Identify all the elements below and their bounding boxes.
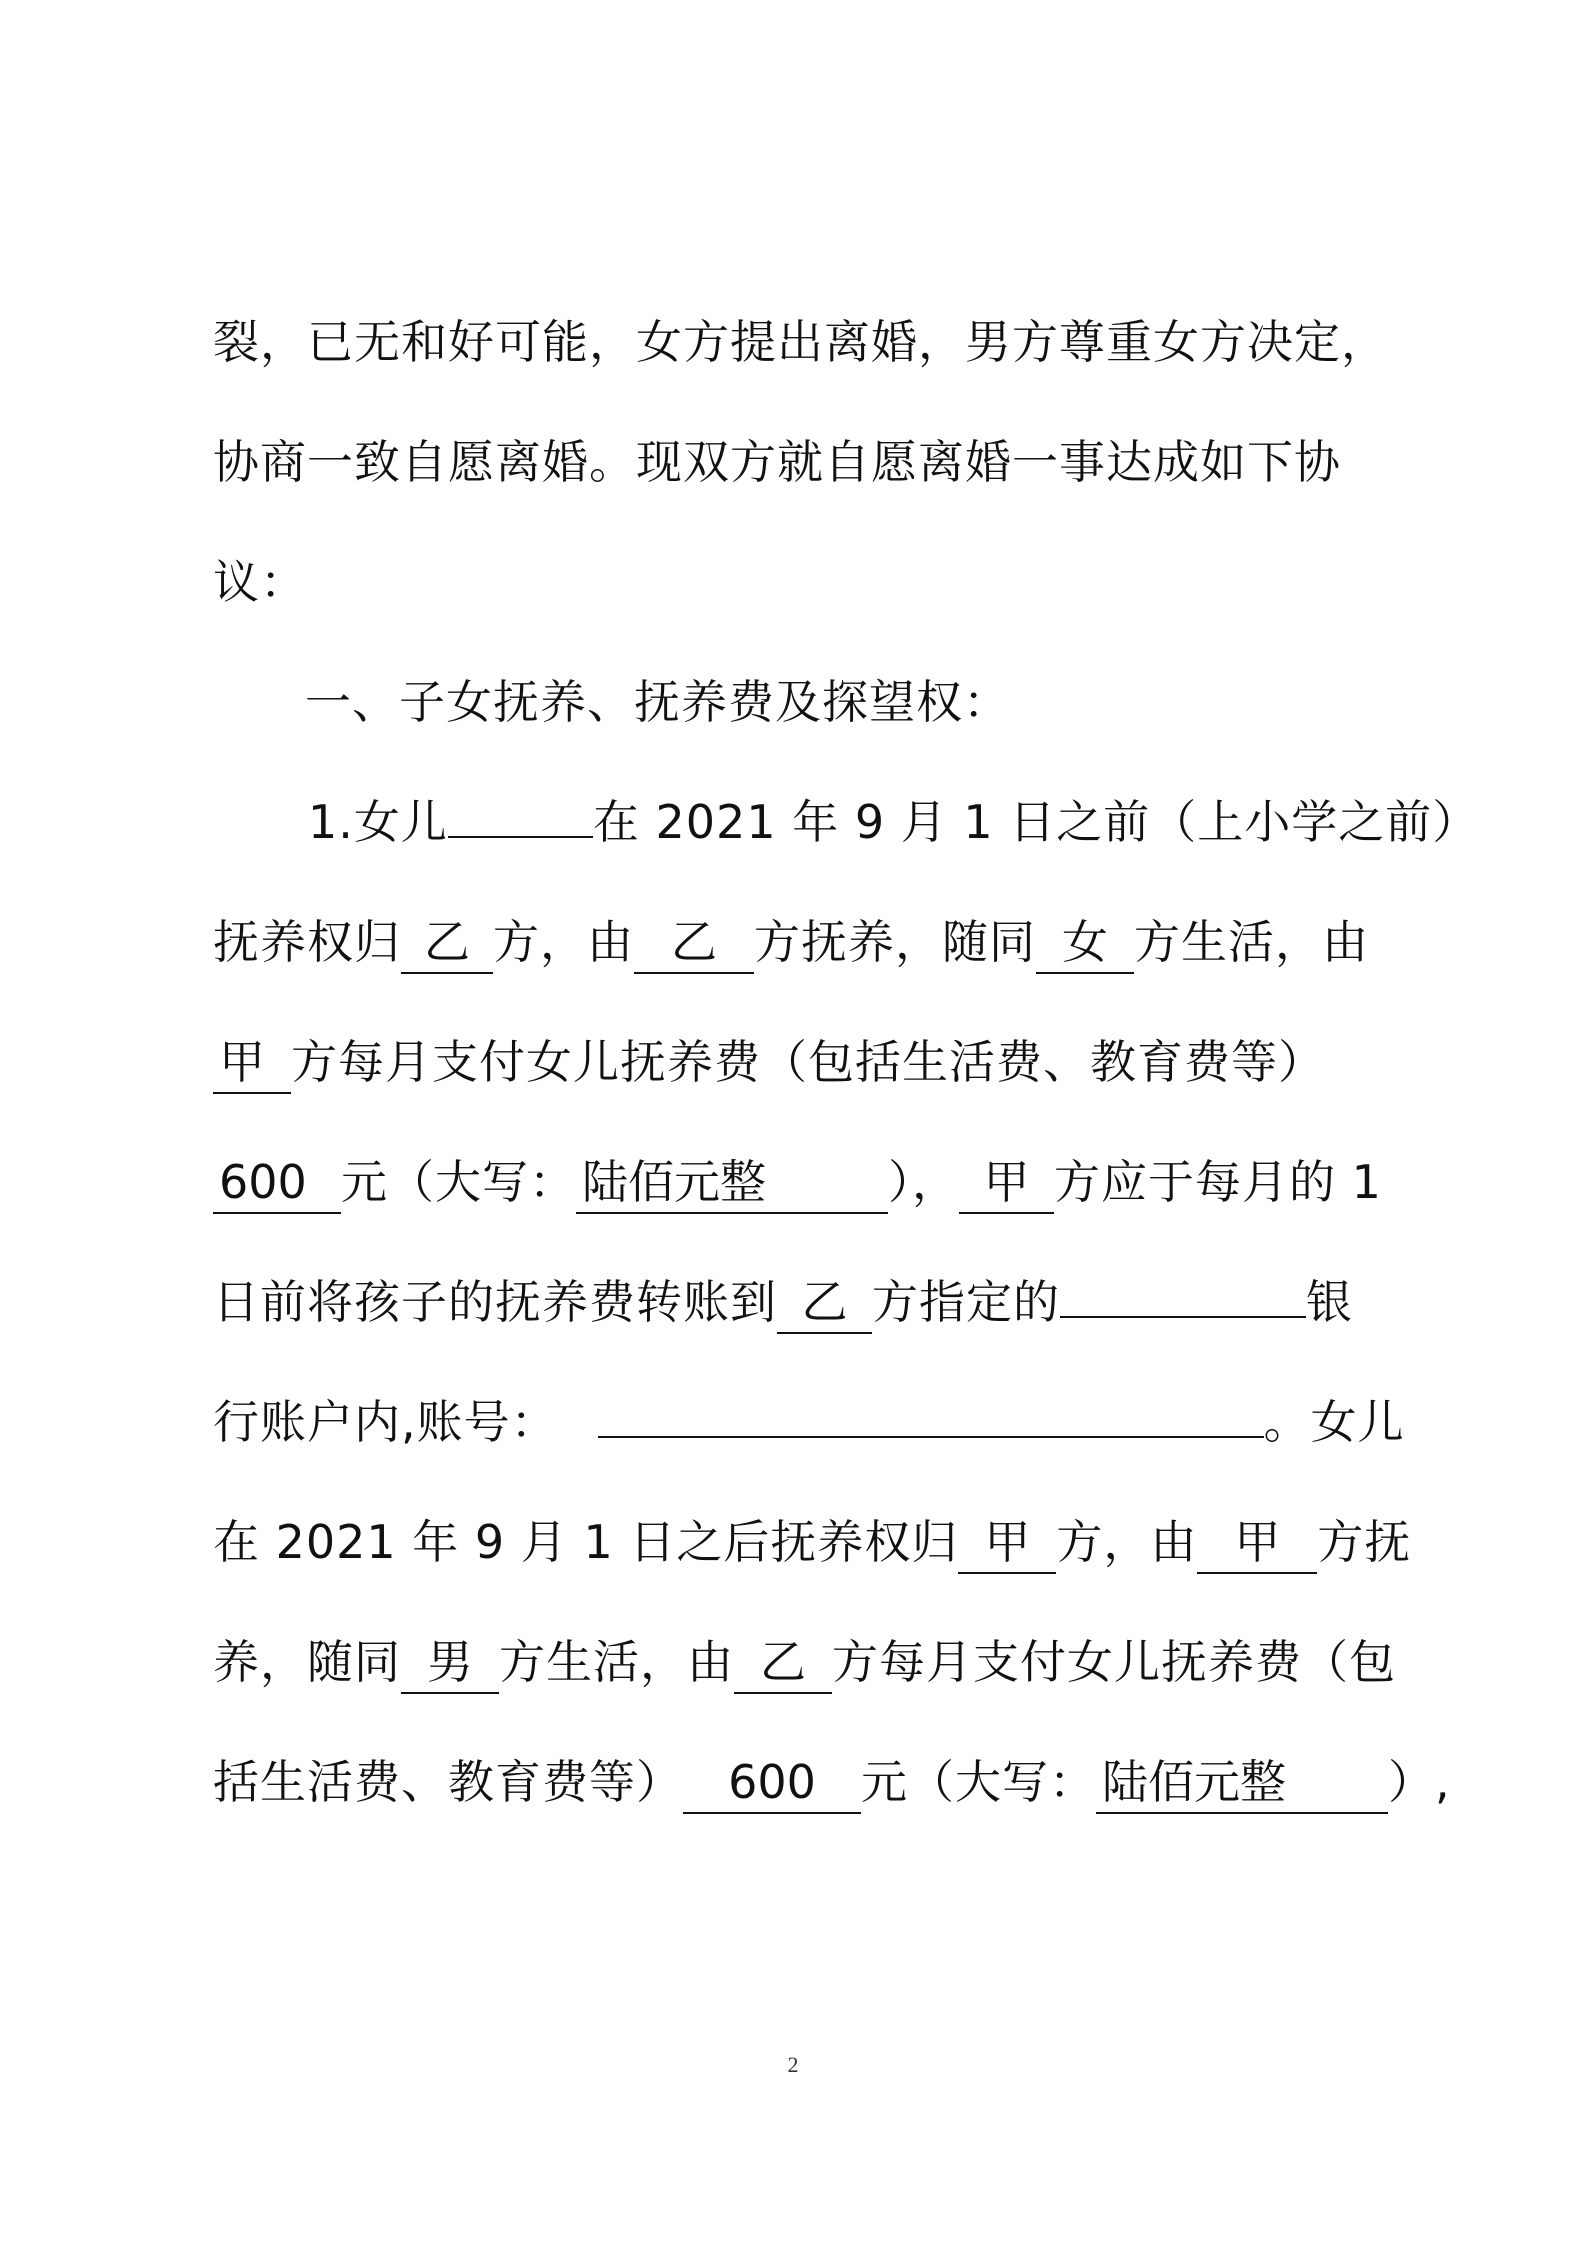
fill-blank-living-with-after[interactable]: 男 — [401, 1632, 499, 1694]
text: 方抚养，随同 — [754, 915, 1036, 969]
intro-line-3: 议： — [213, 555, 307, 609]
para-line-3 — [213, 1022, 1393, 1102]
fill-blank-custody-party-after[interactable]: 甲 — [958, 1512, 1056, 1574]
text: 日前将孩子的抚养费转账到 — [213, 1275, 777, 1329]
text: 方每月支付女儿抚养费（包 — [832, 1635, 1396, 1689]
text: ）, — [1388, 1755, 1451, 1809]
text: 银 — [1306, 1275, 1353, 1329]
text: 在 2021 年 9 月 1 日之前（上小学之前） — [592, 795, 1480, 849]
text: 养，随同 — [213, 1635, 401, 1689]
para-line-1 — [308, 782, 1488, 862]
page-number: 2 — [787, 2052, 799, 2077]
fill-blank-amount-words[interactable]: 陆佰元整 — [576, 1152, 888, 1214]
text: 方指定的 — [872, 1275, 1060, 1329]
fill-blank-payer[interactable]: 甲 — [213, 1032, 291, 1094]
text: 元（大写： — [341, 1155, 576, 1209]
fill-blank-payer-after[interactable]: 乙 — [734, 1632, 832, 1694]
para-line-4 — [213, 1142, 1393, 1222]
fill-blank-living-with[interactable]: 女 — [1036, 912, 1134, 974]
fill-blank-custody-party[interactable]: 乙 — [401, 912, 493, 974]
fill-blank-amount-words-after[interactable]: 陆佰元整 — [1096, 1752, 1388, 1814]
text: 括生活费、教育费等） — [213, 1755, 683, 1809]
text: 方应于每月的 1 — [1054, 1155, 1382, 1209]
fill-blank-amount-after[interactable]: 600 — [683, 1752, 861, 1814]
fill-blank-raising-party[interactable]: 乙 — [634, 912, 754, 974]
text: 行账户内,账号： — [213, 1395, 558, 1449]
para-line-9 — [213, 1742, 1451, 1822]
intro-line-1: 裂，已无和好可能，女方提出离婚，男方尊重女方决定， — [213, 315, 1388, 369]
text: 1.女儿 — [308, 795, 448, 849]
intro-line-2: 协商一致自愿离婚。现双方就自愿离婚一事达成如下协 — [213, 435, 1341, 489]
text: 方生活，由 — [1134, 915, 1369, 969]
text: 。女儿 — [1263, 1395, 1405, 1449]
para-line-5 — [213, 1262, 1393, 1342]
fill-blank-paying-party[interactable]: 甲 — [959, 1152, 1054, 1214]
fill-blank-daughter-name[interactable] — [448, 836, 593, 838]
fill-blank-bank-name[interactable] — [1060, 1316, 1306, 1318]
text: 元（大写： — [861, 1755, 1096, 1809]
para-line-6 — [213, 1382, 1405, 1462]
text: 在 2021 年 9 月 1 日之后抚养权归 — [213, 1515, 959, 1569]
text: 方抚 — [1317, 1515, 1412, 1569]
text: 抚养权归 — [213, 915, 401, 969]
text: 方，由 — [1056, 1515, 1198, 1569]
section-heading: 一、子女抚养、抚养费及探望权： — [305, 675, 1010, 729]
para-line-2 — [213, 902, 1393, 982]
para-line-8 — [213, 1622, 1396, 1702]
text: 方每月支付女儿抚养费（包括生活费、教育费等） — [291, 1035, 1325, 1089]
fill-blank-account-party[interactable]: 乙 — [777, 1272, 872, 1334]
fill-blank-account-number[interactable] — [598, 1436, 1264, 1438]
fill-blank-amount[interactable]: 600 — [213, 1152, 341, 1214]
fill-blank-raising-party-after[interactable]: 甲 — [1197, 1512, 1317, 1574]
para-line-7 — [213, 1502, 1412, 1582]
text: 方，由 — [493, 915, 634, 969]
text: ）， — [888, 1155, 959, 1209]
text: 方生活，由 — [499, 1635, 734, 1689]
